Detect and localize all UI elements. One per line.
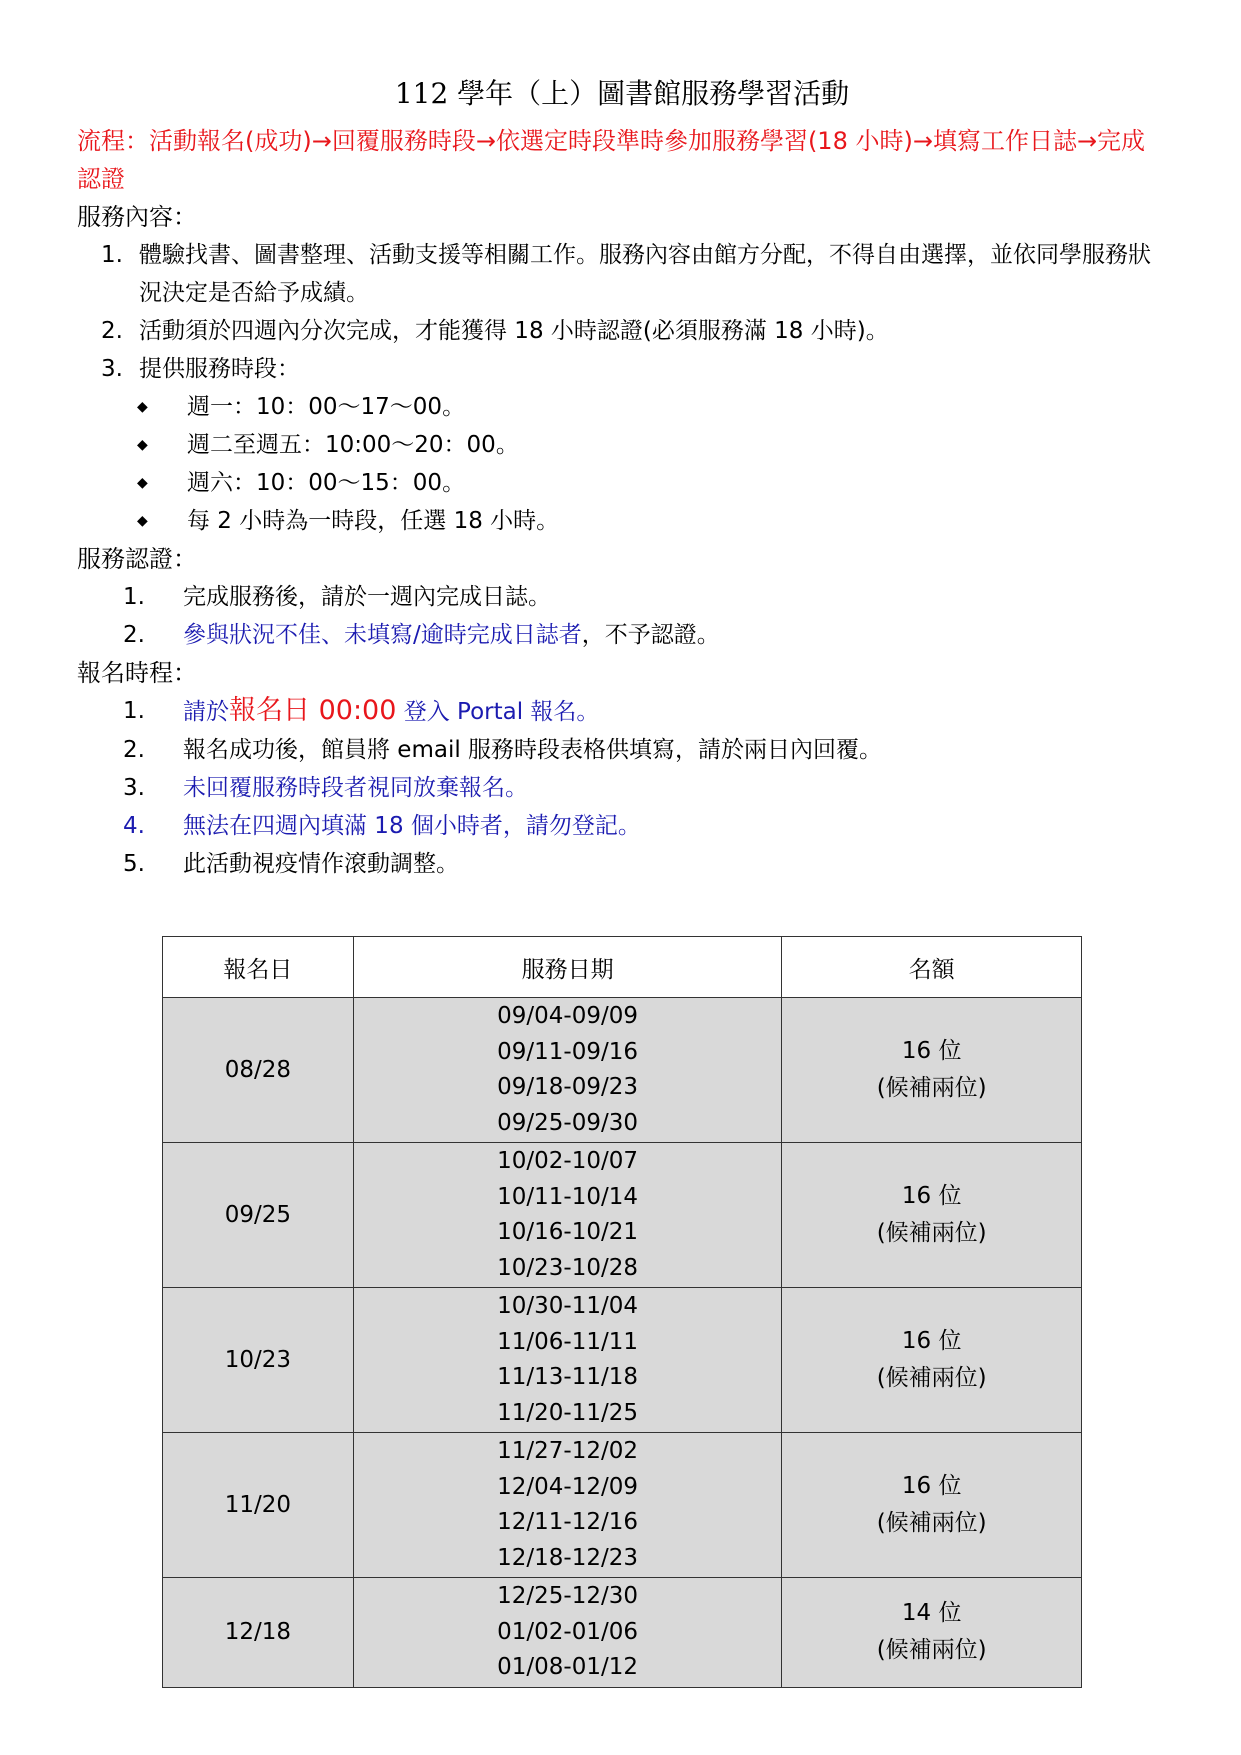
service-date: 11/06-11/11: [497, 1328, 639, 1355]
item-text: 活動須於四週內分次完成，才能獲得 18 小時認證(必須服務滿 18 小時)。: [139, 318, 889, 344]
item-text: 此活動視疫情作滾動調整。: [183, 851, 459, 877]
service-dates-cell: [353, 1143, 782, 1288]
service-dates-cell: [353, 1288, 782, 1433]
bullet-item: [77, 426, 1167, 464]
diamond-bullet-icon: ◆: [137, 475, 148, 491]
item-number: 2.: [123, 737, 145, 763]
table-row: [163, 998, 1082, 1143]
item-number: 1.: [101, 242, 123, 268]
service-date: 11/20-11/25: [497, 1399, 639, 1426]
item-text: 完成服務後，請於一週內完成日誌。: [183, 584, 551, 610]
reg-pre: 請於: [183, 699, 229, 725]
item-number: 1.: [123, 584, 145, 610]
reg-date-cell: 08/28: [163, 998, 354, 1143]
header-quota: 名額: [782, 937, 1082, 998]
document-page: [77, 74, 1167, 883]
quota-count: 16 位: [901, 1328, 962, 1354]
service-date: 10/02-10/07: [497, 1148, 639, 1174]
item-number: 2.: [123, 622, 145, 648]
reg-post: 登入 Portal 報名。: [396, 699, 600, 725]
item-number: 5.: [123, 851, 145, 877]
reg-time: 報名日 00:00: [229, 695, 397, 726]
service-date: 12/11-12/16: [497, 1509, 639, 1535]
cert-item: [77, 578, 1167, 616]
service-date: 09/11-09/16: [497, 1038, 639, 1065]
reg-date-cell: 09/25: [163, 1143, 354, 1288]
service-date: 09/04-09/09: [497, 1003, 639, 1029]
service-date: 10/30-11/04: [497, 1293, 639, 1319]
quota-cell: [782, 1433, 1082, 1578]
reg-item: [77, 845, 1167, 883]
quota-count: 16 位: [901, 1183, 962, 1209]
header-service-dates: 服務日期: [353, 937, 782, 998]
item-text: 提供服務時段：: [139, 356, 300, 382]
item-text: 報名成功後，館員將 email 服務時段表格供填寫，請於兩日內回覆。: [183, 737, 883, 763]
bullet-item: [77, 464, 1167, 502]
item-text: 體驗找書、圖書整理、活動支援等相關工作。服務內容由館方分配，不得自由選擇，並依同學服務狀況決定是否給予成績。: [139, 242, 1151, 306]
service-date: 12/25-12/30: [497, 1583, 639, 1609]
diamond-bullet-icon: ◆: [137, 437, 148, 453]
table-row: [163, 1143, 1082, 1288]
item-text: [183, 692, 1167, 731]
quota-cell: [782, 998, 1082, 1143]
service-date: 09/25-09/30: [497, 1109, 639, 1136]
service-date: 12/18-12/23: [497, 1544, 639, 1571]
quota-cell: [782, 1578, 1082, 1688]
reg-date-cell: 10/23: [163, 1288, 354, 1433]
table-row: [163, 1433, 1082, 1578]
content-item: [77, 236, 1167, 312]
service-date: 12/04-12/09: [497, 1473, 639, 1500]
service-date: 10/23-10/28: [497, 1254, 639, 1281]
reg-item: [77, 769, 1167, 807]
item-number: 2.: [101, 318, 123, 344]
diamond-bullet-icon: ◆: [137, 399, 148, 415]
quota-count: 14 位: [901, 1600, 962, 1627]
reg-item: [77, 731, 1167, 769]
service-date: 10/11-10/14: [497, 1183, 639, 1210]
content-item: [77, 350, 1167, 388]
service-date: 10/16-10/21: [497, 1219, 639, 1245]
waitlist-note: (候補兩位): [876, 1075, 987, 1101]
service-date: 01/02-01/06: [497, 1618, 639, 1645]
bullet-item: [77, 502, 1167, 540]
diamond-bullet-icon: ◆: [137, 513, 148, 529]
item-number: 4.: [123, 813, 145, 839]
bullet-item: [77, 388, 1167, 426]
item-text-rest: ，不予認證。: [581, 622, 720, 648]
quota-count: 16 位: [901, 1038, 962, 1064]
reg-heading: 報名時程：: [77, 659, 197, 687]
page-title: 112 學年（上）圖書館服務學習活動: [394, 77, 850, 110]
service-dates-cell: [353, 1433, 782, 1578]
service-date: 09/18-09/23: [497, 1074, 639, 1100]
service-date: 01/08-01/12: [497, 1654, 639, 1680]
waitlist-note: (候補兩位): [876, 1365, 987, 1391]
reg-item: [77, 807, 1167, 845]
reg-item: [77, 692, 1167, 731]
item-text: 未回覆服務時段者視同放棄報名。: [183, 775, 528, 801]
service-dates-cell: [353, 998, 782, 1143]
quota-cell: [782, 1143, 1082, 1288]
quota-cell: [782, 1288, 1082, 1433]
content-item: [77, 312, 1167, 350]
waitlist-note: (候補兩位): [876, 1637, 987, 1664]
service-dates-cell: [353, 1578, 782, 1688]
bullet-text: 每 2 小時為一時段，任選 18 小時。: [187, 508, 560, 534]
service-date: 11/27-12/02: [497, 1438, 639, 1464]
waitlist-note: (候補兩位): [876, 1220, 987, 1246]
content-heading: 服務內容：: [77, 203, 197, 231]
waitlist-note: (候補兩位): [876, 1510, 987, 1536]
cert-heading: 服務認證：: [77, 545, 197, 573]
header-reg-date: 報名日: [163, 937, 354, 998]
bullet-text: 週六：10：00～15：00。: [187, 470, 466, 496]
reg-date-cell: 12/18: [163, 1578, 354, 1688]
item-text: [183, 616, 1167, 654]
item-number: 3.: [101, 356, 123, 382]
table-header-row: [163, 937, 1082, 998]
bullet-text: 週二至週五：10:00～20：00。: [187, 432, 519, 458]
table-row: [163, 1578, 1082, 1688]
cert-item: [77, 616, 1167, 654]
item-number: 3.: [123, 775, 145, 801]
item-number: 1.: [123, 698, 145, 724]
warning-text: 參與狀況不佳、未填寫/逾時完成日誌者: [183, 622, 582, 648]
reg-date-cell: 11/20: [163, 1433, 354, 1578]
process-flow: 流程：活動報名(成功)→回覆服務時段→依選定時段準時參加服務學習(18 小時)→填寫工作日誌→完成認證: [77, 127, 1146, 193]
schedule-table: [162, 936, 1082, 1688]
item-text: 無法在四週內填滿 18 個小時者，請勿登記。: [183, 813, 641, 839]
bullet-text: 週一：10：00～17～00。: [187, 394, 466, 420]
quota-count: 16 位: [901, 1473, 962, 1499]
table-row: [163, 1288, 1082, 1433]
service-date: 11/13-11/18: [497, 1364, 639, 1390]
